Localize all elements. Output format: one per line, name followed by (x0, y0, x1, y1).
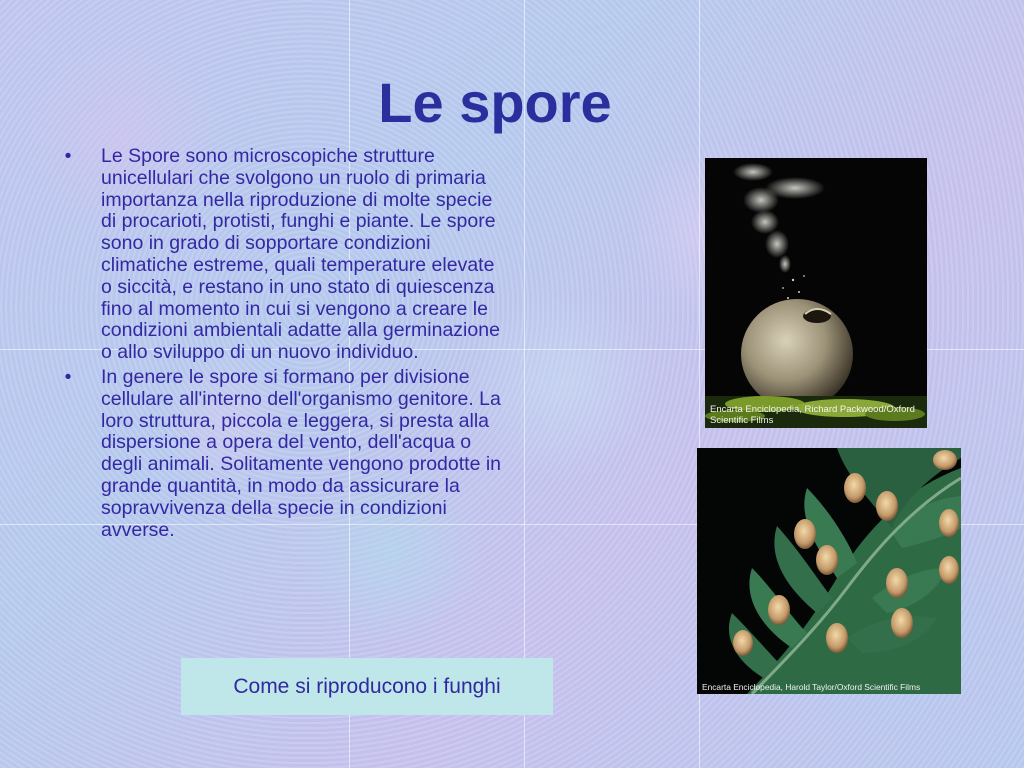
fern-photo (697, 448, 961, 694)
bullet-list (58, 146, 504, 544)
bullet-text: Le Spore sono microscopiche strutture unicellulari che svolgono un ruolo di primaria importanza nella riproduzione di molte specie di procarioti, protisti, funghi e piante. Le spore sono in grado di sopportare condizioni climatiche estreme, quali temperature elevate o siccità, e restano in uno stato di quiescenza fino al momento in cui si vengono a creare le condizioni ambientali adatte alla germinazione o allo sviluppo di un nuovo individuo. (101, 145, 500, 364)
bullet-text: In genere le spore si formano per divisione cellulare all'interno dell'organismo genitore. La loro struttura, piccola e leggera, si presta alla dispersione a opera del vento, dell'acqua o degli animali. Solitamente vengono prodotte in grande quantità, in modo da assicurare la sopravvivenza della specie in condizioni avverse. (101, 365, 502, 541)
bullet-marker: • (64, 365, 72, 388)
puffball-illustration (705, 158, 927, 428)
puffball-photo (705, 158, 927, 428)
photo-credit (710, 405, 915, 426)
photo-credit: Encarta Enciclopedia, Harold Taylor/Oxford Scientific Films (702, 682, 921, 692)
slide-title: Le spore (378, 70, 612, 134)
bullet-item (58, 367, 504, 541)
bullet-marker: • (64, 145, 72, 167)
bullet-item (58, 146, 504, 364)
photo-credit-line: Encarta Enciclopedia, Richard Packwood/Oxford (710, 404, 915, 415)
funghi-link-button[interactable]: Come si riproducono i funghi (181, 658, 553, 715)
photo-credit-line: Scientific Films (710, 414, 774, 426)
fern-illustration (697, 448, 961, 694)
